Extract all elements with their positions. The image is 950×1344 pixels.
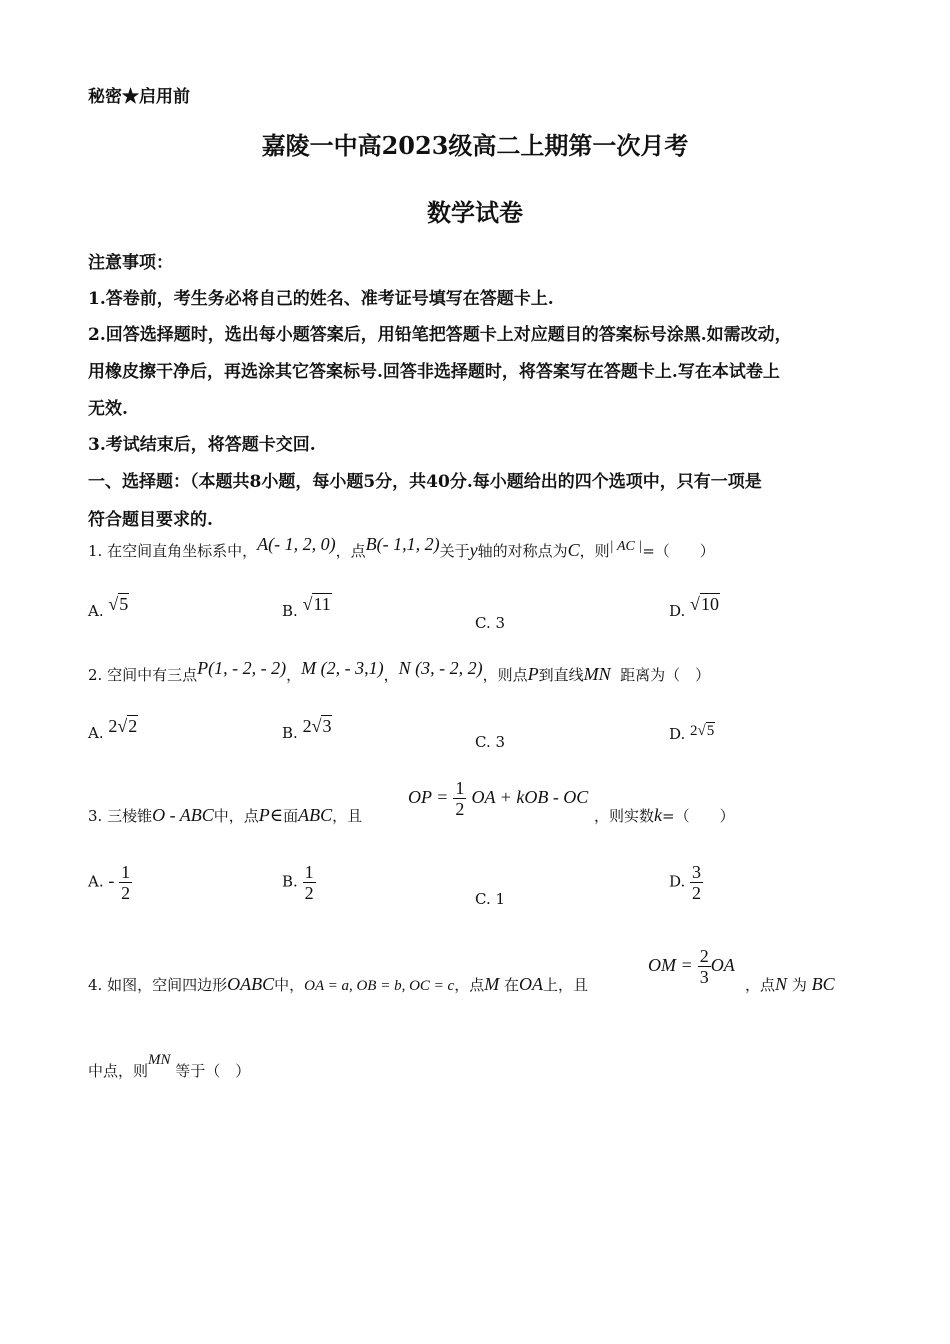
option-radicand: 10 — [700, 594, 719, 614]
q2-option-a: A. 2√2 — [88, 716, 138, 742]
q4-oa: OA — [519, 974, 544, 994]
q1-text: ，点 — [335, 542, 366, 560]
q4-eq-rhs: OA — [710, 955, 735, 975]
q2-text: ， — [286, 666, 302, 684]
q2-text: 距离为（ ） — [620, 666, 711, 684]
confidential-label: 秘密★启用前 — [88, 87, 190, 107]
option-letter: B. — [282, 602, 298, 620]
question-1 — [88, 534, 715, 561]
option-value: 3 — [495, 614, 506, 632]
q3-text: 面 — [283, 807, 299, 825]
q4-quad: OABC — [227, 974, 275, 994]
q4-text: 等于（ ） — [175, 1062, 251, 1080]
section-1-heading: 一、选择题：（本题共8小题，每小题5分，共40分.每小题给出的四个选项中，只有一项是 — [88, 472, 762, 492]
q4-n: N — [775, 974, 788, 994]
q3-option-c — [475, 890, 505, 908]
question-2 — [88, 658, 711, 685]
notes-item-2-line-1: 2.回答选择题时，选出每小题答案后，用铅笔把答题卡上对应题目的答案标号涂黑.如需改动， — [88, 325, 792, 345]
q4-tail — [745, 974, 835, 995]
q3-text: =（ ） — [662, 807, 735, 825]
q3-text: ，则实数 — [594, 807, 655, 825]
q4-eq-lhs: OM = — [648, 955, 693, 975]
exam-title: 嘉陵一中高2023级高二上期第一次月考 — [261, 131, 689, 160]
q3-p: P — [258, 805, 270, 825]
q1-option-b: B. √11 — [282, 594, 331, 620]
option-letter: A. — [88, 872, 104, 891]
q1-text: 关于 — [439, 542, 470, 560]
option-letter: A. — [88, 724, 104, 742]
q3-eq-lhs: OP = — [408, 787, 449, 807]
q3-k: k — [654, 805, 663, 825]
q1-axis: y — [469, 540, 478, 560]
option-frac-num: 3 — [692, 862, 702, 882]
option-letter: B. — [282, 724, 298, 742]
q3-element-of: ∈ — [269, 805, 284, 825]
q3-tail — [594, 805, 735, 826]
option-frac-den: 2 — [692, 883, 702, 903]
option-letter: D. — [669, 602, 686, 620]
q3-abc: ABC — [298, 805, 333, 825]
option-radicand: 3 — [322, 716, 332, 736]
q2-p: P — [527, 664, 539, 684]
option-value: 1 — [495, 890, 506, 908]
option-letter: B. — [282, 872, 298, 891]
q1-point-a: A(- 1, 2, 0) — [257, 534, 336, 554]
q4-text: 中， — [274, 976, 305, 994]
q1-text: ，则 — [579, 542, 610, 560]
q4-vectors: OA = a, OB = b, OC = c — [304, 978, 455, 994]
q4-text: ，点 — [745, 976, 776, 994]
q4-bc: BC — [811, 974, 835, 994]
q2-option-d: D. 2√5 — [669, 723, 715, 743]
q1-option-a: A. √5 — [88, 594, 129, 620]
option-frac-den: 2 — [121, 883, 131, 903]
option-radicand: 2 — [128, 716, 138, 736]
option-letter: C. — [475, 890, 491, 908]
option-coefficient: 2 — [690, 723, 698, 739]
option-letter: A. — [88, 602, 104, 620]
q3-option-d — [669, 862, 703, 903]
q4-text: 中点，则 — [88, 1062, 149, 1080]
q2-point-n: N (3, - 2, 2) — [398, 658, 483, 678]
section-1-heading-line-2: 符合题目要求的. — [88, 510, 213, 530]
exam-subtitle: 数学试卷 — [427, 198, 523, 227]
q4-text: 上，且 — [543, 976, 589, 994]
q2-point-p: P(1, - 2, - 2) — [197, 658, 287, 678]
q1-option-d: D. √10 — [669, 594, 719, 620]
q1-option-c — [475, 614, 505, 632]
q3-pyramid: O - ABC — [152, 805, 214, 825]
notes-item-2-line-3: 无效. — [88, 399, 128, 419]
option-frac-num: 1 — [121, 862, 131, 882]
option-radicand: 5 — [706, 723, 715, 739]
option-coefficient: 2 — [302, 716, 312, 736]
q4-m: M — [484, 974, 500, 994]
option-radicand: 5 — [119, 594, 129, 614]
q3-eq-rhs: OA + kOB - OC — [471, 787, 589, 807]
q2-mn: MN — [583, 664, 611, 684]
q3-text: 3. 三棱锥 — [88, 807, 153, 825]
option-letter: D. — [669, 725, 686, 743]
q3-equation — [408, 778, 588, 819]
option-coefficient: 2 — [108, 716, 118, 736]
q3-frac-num: 1 — [455, 778, 465, 798]
q2-text: ， — [383, 666, 399, 684]
q2-option-c — [475, 733, 505, 751]
q1-text: 1. 在空间直角坐标系中， — [88, 542, 258, 560]
q3-option-a — [88, 862, 132, 903]
q2-text: ，则点 — [482, 666, 528, 684]
notes-heading: 注意事项： — [88, 253, 173, 273]
q4-frac-num: 2 — [699, 946, 709, 966]
q4-text: 为 — [791, 976, 807, 994]
notes-item-3: 3.考试结束后，将答题卡交回. — [88, 435, 316, 455]
notes-item-1: 1.答卷前，考生务必将自己的姓名、准考证号填写在答题卡上. — [88, 289, 554, 309]
option-frac-den: 2 — [304, 883, 314, 903]
q4-text: 在 — [504, 976, 520, 994]
option-radicand: 11 — [313, 594, 331, 614]
q2-text: 2. 空间中有三点 — [88, 666, 198, 684]
q4-mn: MN — [148, 1052, 171, 1068]
q1-text: 轴的对称点为 — [477, 542, 568, 560]
q1-point-c: C — [567, 540, 580, 560]
q1-point-b: B(- 1,1, 2) — [365, 534, 440, 554]
notes-item-2-line-2: 用橡皮擦干净后，再选涂其它答案标号.回答非选择题时，将答案写在答题卡上.写在本试卷上 — [88, 362, 780, 382]
q1-abs-ac: | AC | — [609, 539, 643, 554]
q2-option-b: B. 2√3 — [282, 716, 332, 742]
q2-text: 到直线 — [538, 666, 584, 684]
question-4-line-2 — [88, 1052, 251, 1081]
q1-text: =（ ） — [642, 542, 715, 560]
q3-text: ，且 — [332, 807, 363, 825]
q3-text: 中，点 — [213, 807, 259, 825]
option-frac-num: 1 — [304, 862, 314, 882]
q2-point-m: M (2, - 3,1) — [301, 658, 384, 678]
option-letter: C. — [475, 733, 491, 751]
q4-text: ，点 — [454, 976, 485, 994]
q4-text: 4. 如图，空间四边形 — [88, 976, 228, 994]
option-letter: C. — [475, 614, 491, 632]
q4-frac-den: 3 — [699, 967, 709, 987]
question-4 — [88, 974, 588, 995]
question-3 — [88, 805, 362, 826]
option-sign: - — [108, 870, 115, 891]
option-value: 3 — [495, 733, 506, 751]
q4-equation — [648, 946, 735, 987]
q3-frac-den: 2 — [455, 799, 465, 819]
q3-option-b — [282, 862, 316, 903]
option-letter: D. — [669, 872, 686, 891]
